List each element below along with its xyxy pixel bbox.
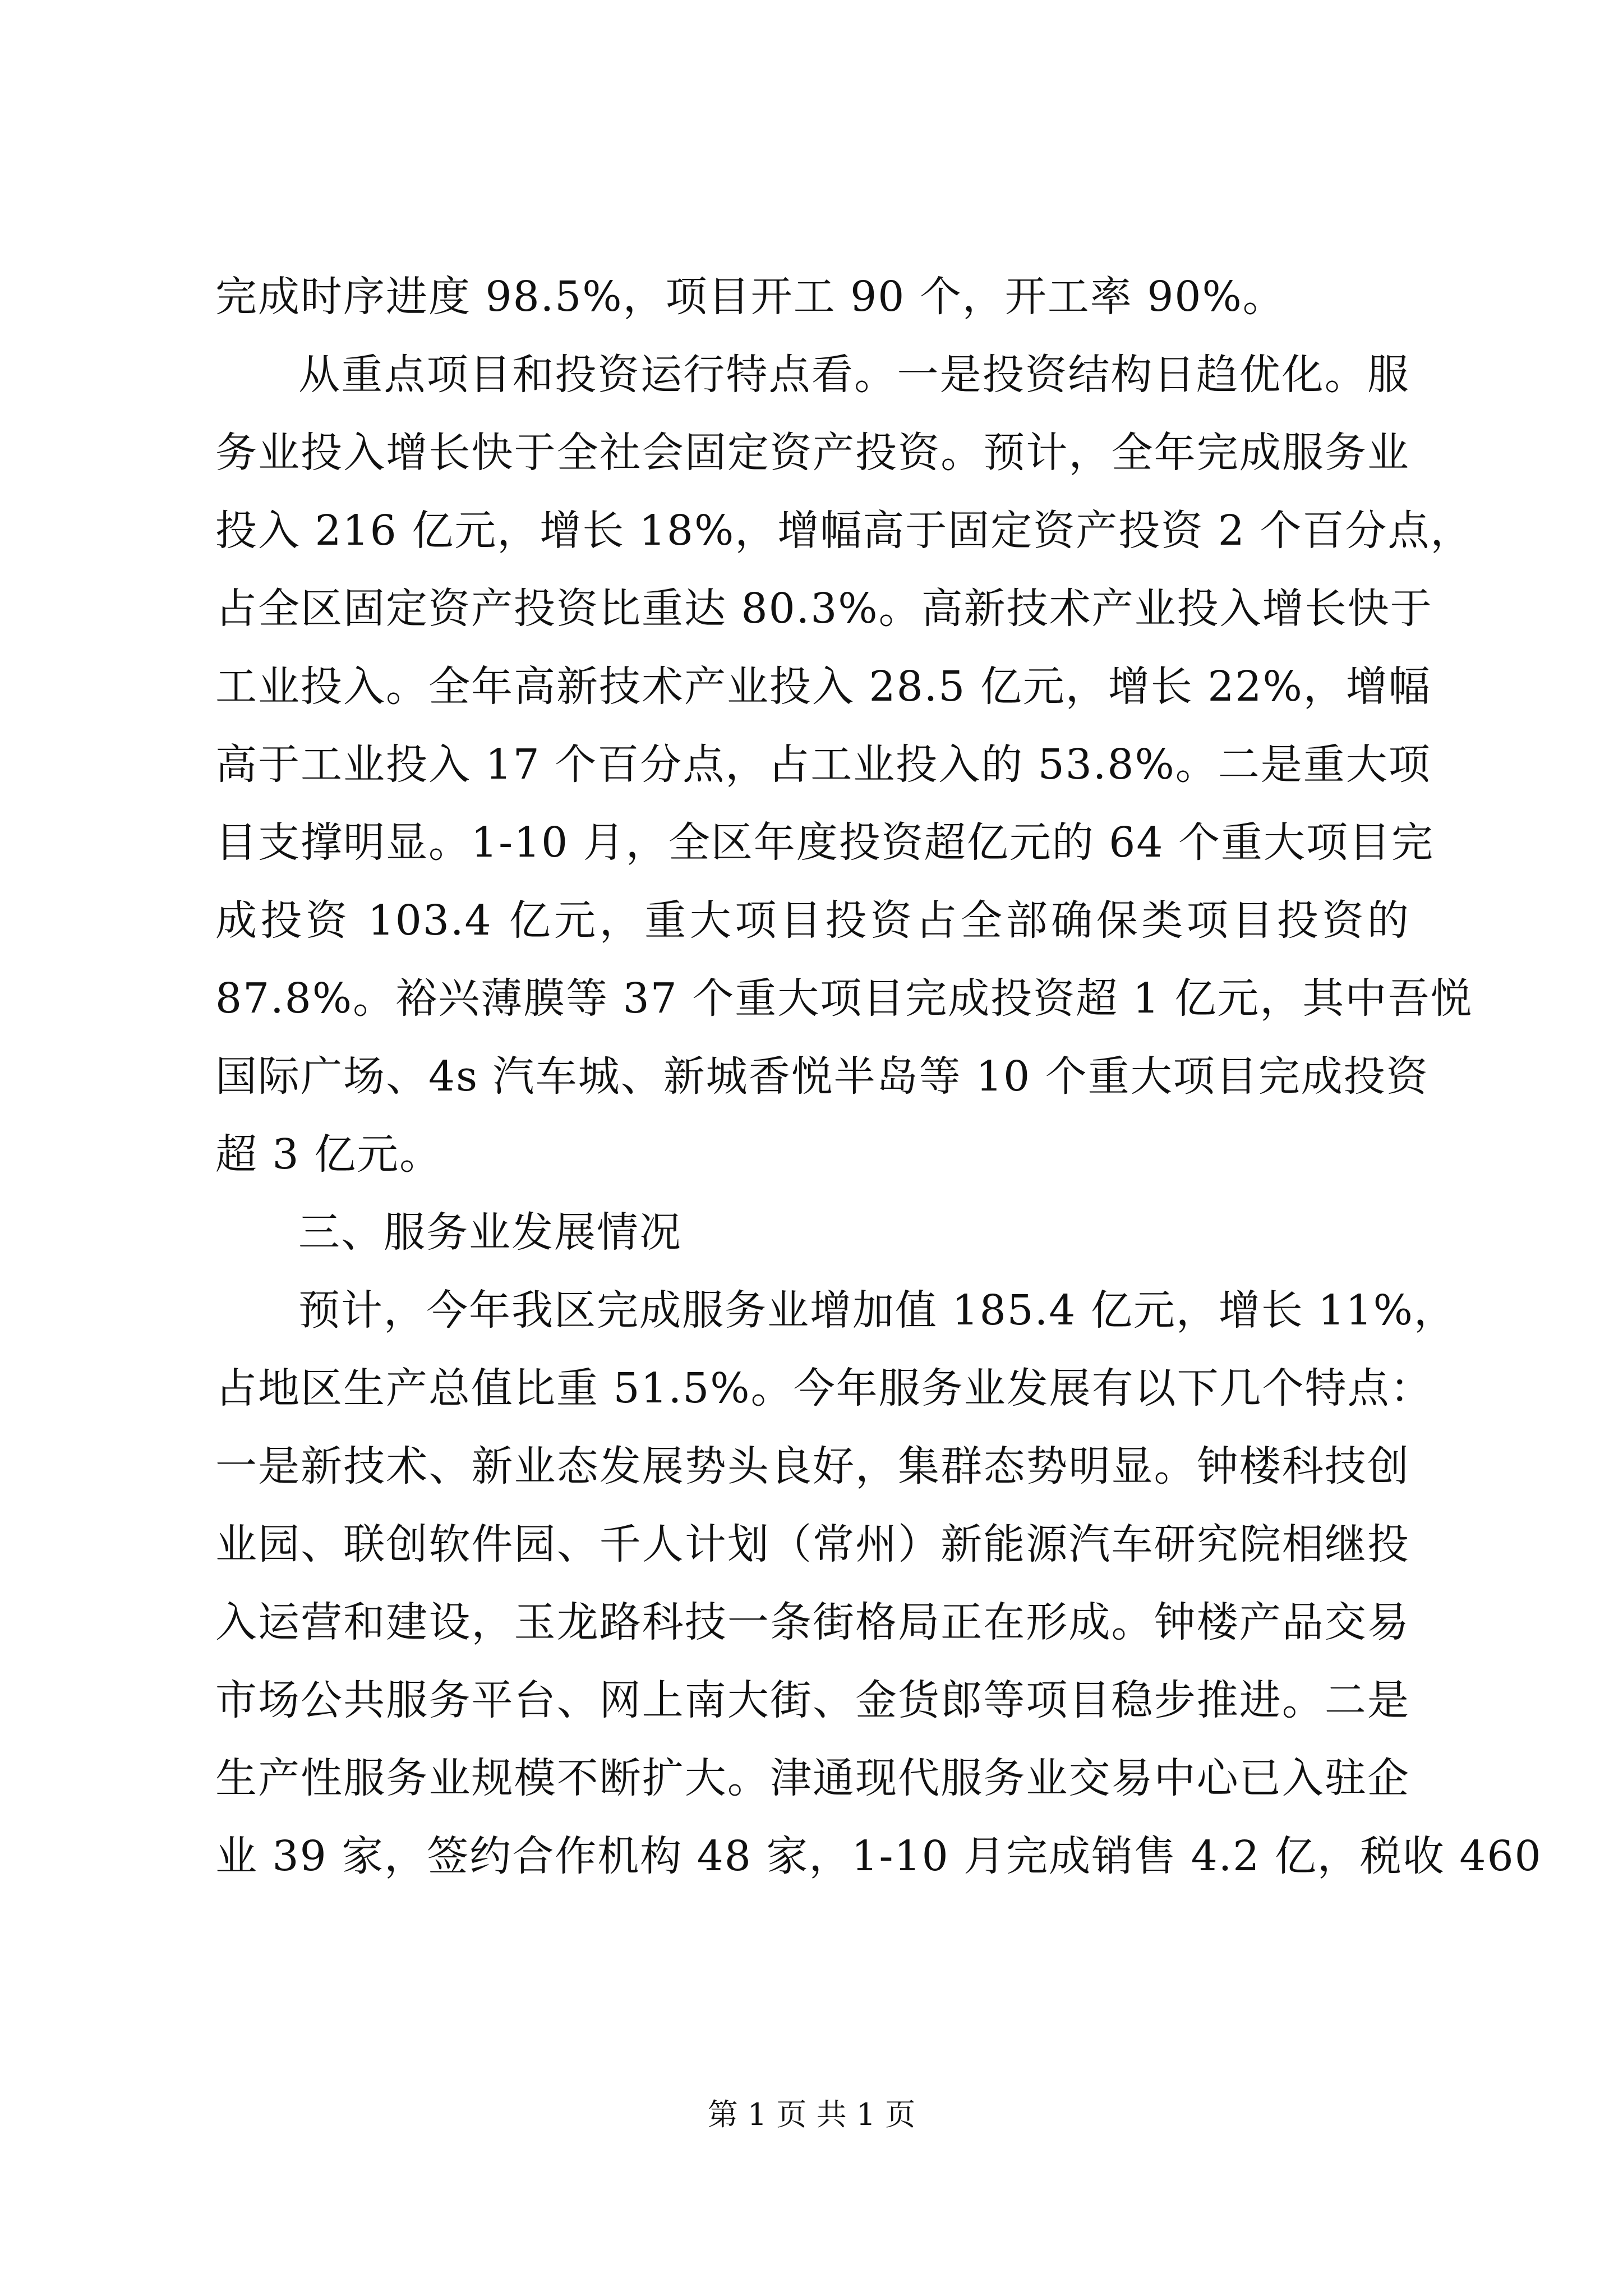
text-line: 87.8%。裕兴薄膜等 37 个重大项目完成投资超 1 亿元，其中吾悦 [215,974,1473,1023]
text-line: 工业投入。全年高新技术产业投入 28.5 亿元，增长 22%，增幅 [215,662,1431,711]
text-line: 预计，今年我区完成服务业增加值 185.4 亿元，增长 11%， [298,1286,1456,1335]
text-line: 市场公共服务平台、网上南大街、金货郎等项目稳步推进。二是 [215,1676,1410,1724]
text-line: 业 39 家，签约合作机构 48 家，1-10 月完成销售 4.2 亿，税收 460 [215,1832,1542,1880]
text-line: 占地区生产总值比重 51.5%。今年服务业发展有以下几个特点： [215,1364,1433,1412]
text-line: 生产性服务业规模不断扩大。津通现代服务业交易中心已入驻企 [215,1754,1410,1802]
text-line: 目支撑明显。1-10 月，全区年度投资超亿元的 64 个重大项目完 [215,818,1434,867]
text-line: 超 3 亿元。 [215,1130,442,1179]
text-line: 完成时序进度 98.5%，项目开工 90 个，开工率 90%。 [215,273,1285,321]
text-line: 入运营和建设，玉龙路科技一条街格局正在形成。钟楼产品交易 [215,1598,1410,1646]
body-text [215,258,1542,1895]
text-line: 务业投入增长快于全社会固定资产投资。预计，全年完成服务业 [215,429,1410,477]
text-line: 从重点项目和投资运行特点看。一是投资结构日趋优化。服 [298,351,1410,399]
text-line: 高于工业投入 17 个百分点，占工业投入的 53.8%。二是重大项 [215,740,1431,789]
text-line: 占全区固定资产投资比重达 80.3%。高新技术产业投入增长快于 [215,585,1433,633]
text-line: 成投资 103.4 亿元，重大项目投资占全部确保类项目投资的 [215,896,1410,945]
text-line: 投入 216 亿元，增长 18%，增幅高于固定资产投资 2 个百分点， [215,507,1473,555]
section-heading: 三、服务业发展情况 [298,1208,682,1257]
page-number: 第 1 页 共 1 页 [707,2097,916,2132]
text-line: 国际广场、4s 汽车城、新城香悦半岛等 10 个重大项目完成投资 [215,1052,1429,1101]
text-line: 一是新技术、新业态发展势头良好，集群态势明显。钟楼科技创 [215,1442,1410,1490]
text-line: 业园、联创软件园、千人计划（常州）新能源汽车研究院相继投 [215,1520,1410,1568]
